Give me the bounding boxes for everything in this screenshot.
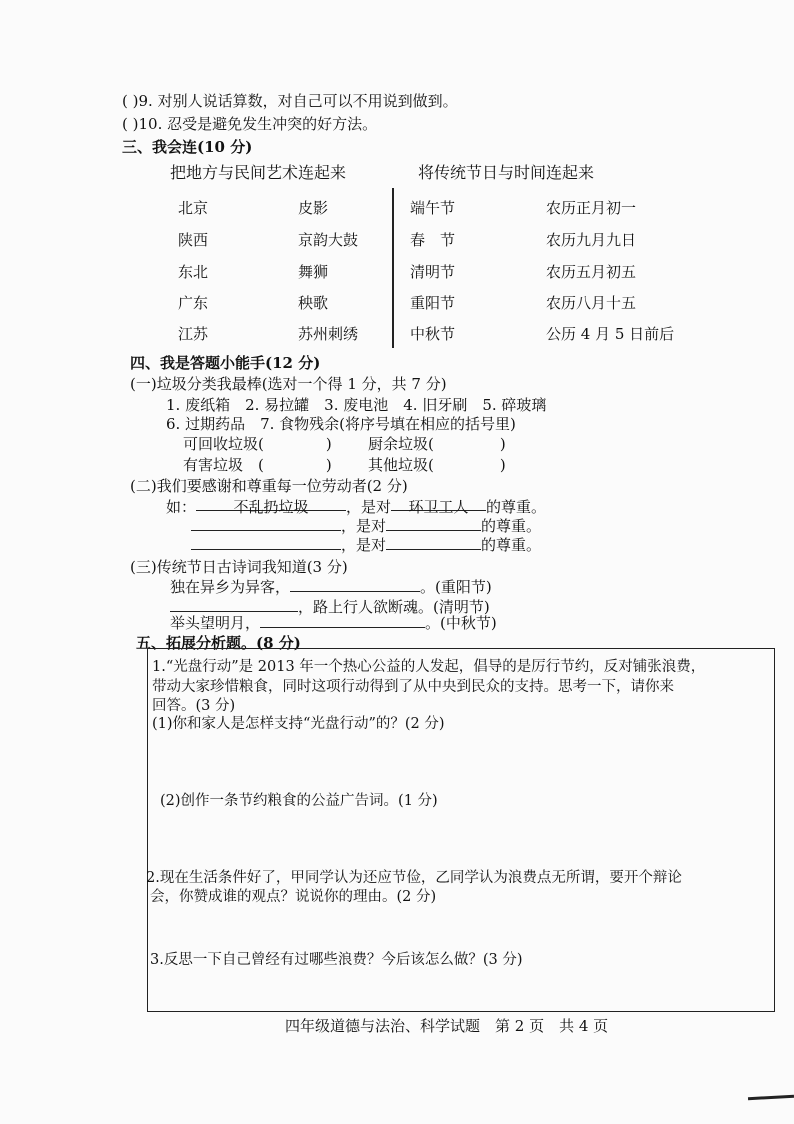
recyclable-label: 可回收垃圾( <box>183 435 264 453</box>
action-blank[interactable] <box>191 516 341 531</box>
respect-row <box>191 534 541 555</box>
poem-text: 举头望明月， <box>170 614 261 632</box>
match-item[interactable]: 京韵大鼓 <box>298 231 359 249</box>
part1-title: (一)垃圾分类我最棒(选对一个得 1 分，共 7 分) <box>130 375 447 393</box>
harmful-label: 有害垃圾 ( <box>183 456 264 474</box>
harmful-row <box>183 454 332 475</box>
close-paren: ) <box>499 456 506 474</box>
match-item[interactable]: 农历正月初一 <box>546 199 637 217</box>
match-item[interactable]: 农历五月初五 <box>546 263 637 281</box>
match-left-heading: 把地方与民间艺术连起来 <box>170 163 347 182</box>
q3-text: 3.反思一下自己曾经有过哪些浪费？今后该怎么做？(3 分) <box>150 952 523 968</box>
q2-line2: 会，你赞成谁的观点？说说你的理由。(2 分) <box>150 889 437 905</box>
match-right-heading: 将传统节日与时间连起来 <box>418 163 595 182</box>
close-paren: ) <box>499 435 506 453</box>
question-text: 9. 对别人说话算数，对自己可以不用说到做到。 <box>138 92 458 110</box>
match-item[interactable]: 苏州刺绣 <box>298 325 359 343</box>
q1-line3: 回答。(3 分) <box>152 698 236 714</box>
match-item[interactable]: 东北 <box>178 263 209 281</box>
garbage-list-line2: 6. 过期药品 7. 食物残余(将序号填在相应的括号里) <box>166 415 516 433</box>
kitchen-row <box>368 433 506 454</box>
match-item[interactable]: 农历九月九日 <box>546 231 637 249</box>
section-title-match: 三、我会连(10 分) <box>122 138 253 156</box>
poem-festival: 。(重阳节) <box>420 578 492 596</box>
match-item[interactable]: 舞狮 <box>298 263 329 281</box>
match-item[interactable]: 江苏 <box>178 325 209 343</box>
example-fill-action: 不乱扔垃圾 <box>196 496 346 511</box>
part2-title: (二)我们要感谢和尊重每一位劳动者(2 分) <box>130 477 408 495</box>
respect-row <box>191 515 541 536</box>
answer-paren[interactable]: ( ) <box>122 92 139 110</box>
match-item[interactable]: 广东 <box>178 294 209 312</box>
section-title-answer: 四、我是答题小能手(12 分) <box>130 354 321 372</box>
judge-q10 <box>122 113 377 134</box>
judge-q9 <box>122 90 458 111</box>
action-blank[interactable] <box>191 535 341 550</box>
scan-mark <box>748 1095 794 1100</box>
is-to-text: ，是对 <box>341 517 387 535</box>
poem-text: ，路上行人欲断魂。(清明节) <box>298 598 490 616</box>
match-item[interactable]: 农历八月十五 <box>546 294 637 312</box>
q1-sub2-answer-area[interactable] <box>153 810 765 862</box>
close-paren: ) <box>325 456 332 474</box>
respect-text: 的尊重。 <box>481 536 542 554</box>
close-paren: ) <box>325 435 332 453</box>
is-to-text: ，是对 <box>341 536 387 554</box>
respect-example-row <box>166 496 546 517</box>
page-footer: 四年级道德与法治、科学试题 第 2 页 共 4 页 <box>285 1017 609 1035</box>
match-divider <box>392 188 394 348</box>
q2-line1: 2.现在生活条件好了，甲同学认为还应节俭，乙同学认为浪费点无所谓，要开个辩论 <box>146 870 682 886</box>
poem-line3 <box>170 612 497 633</box>
respect-text: 的尊重。 <box>481 517 542 535</box>
answer-paren[interactable]: ( ) <box>122 115 139 133</box>
q1-line1: 1.“光盘行动”是 2013 年一个热心公益的人发起，倡导的是厉行节约，反对铺张浪费， <box>152 659 706 675</box>
q2-answer-area[interactable] <box>153 906 765 942</box>
match-item[interactable]: 陕西 <box>178 231 209 249</box>
other-label: 其他垃圾( <box>368 456 434 474</box>
example-fill-worker: 环卫工人 <box>391 496 486 511</box>
match-item[interactable]: 春 节 <box>410 231 456 249</box>
match-item[interactable]: 秧歌 <box>298 294 329 312</box>
match-item[interactable]: 公历 4 月 5 日前后 <box>546 325 675 343</box>
q1-sub1: (1)你和家人是怎样支持“光盘行动”的？(2 分) <box>152 716 445 732</box>
question-text: 10. 忍受是避免发生冲突的好方法。 <box>138 115 378 133</box>
match-item[interactable]: 中秋节 <box>410 325 456 343</box>
worker-blank[interactable] <box>386 516 481 531</box>
respect-text: 的尊重。 <box>486 498 547 516</box>
poem-line1 <box>170 576 492 597</box>
poem-text: 独在异乡为异客， <box>170 578 291 596</box>
q1-sub1-answer-area[interactable] <box>153 732 765 778</box>
poem-blank[interactable] <box>170 597 298 612</box>
q3-answer-area[interactable] <box>153 970 765 1006</box>
poem-festival: 。(中秋节) <box>425 614 497 632</box>
worker-blank[interactable] <box>386 535 481 550</box>
example-prefix: 如： <box>166 498 197 516</box>
match-item[interactable]: 重阳节 <box>410 294 456 312</box>
q1-line2: 带动大家珍惜粮食，同时这项行动得到了从中央到民众的支持。思考一下，请你来 <box>152 679 674 695</box>
kitchen-label: 厨余垃圾( <box>368 435 434 453</box>
q1-sub2: (2)创作一条节约粮食的公益广告词。(1 分) <box>160 793 438 809</box>
match-item[interactable]: 端午节 <box>410 199 456 217</box>
is-to-text: ，是对 <box>346 498 392 516</box>
other-row <box>368 454 506 475</box>
match-item[interactable]: 北京 <box>178 199 209 217</box>
match-item[interactable]: 清明节 <box>410 263 456 281</box>
poem-blank[interactable] <box>290 577 420 592</box>
recyclable-row <box>183 433 332 454</box>
part3-title: (三)传统节日古诗词我知道(3 分) <box>130 558 348 576</box>
poem-blank[interactable] <box>260 613 425 628</box>
garbage-list-line1: 1. 废纸箱 2. 易拉罐 3. 废电池 4. 旧牙刷 5. 碎玻璃 <box>166 396 547 414</box>
match-item[interactable]: 皮影 <box>298 199 329 217</box>
section-title-expand: 五、拓展分析题。(8 分) <box>136 634 301 652</box>
